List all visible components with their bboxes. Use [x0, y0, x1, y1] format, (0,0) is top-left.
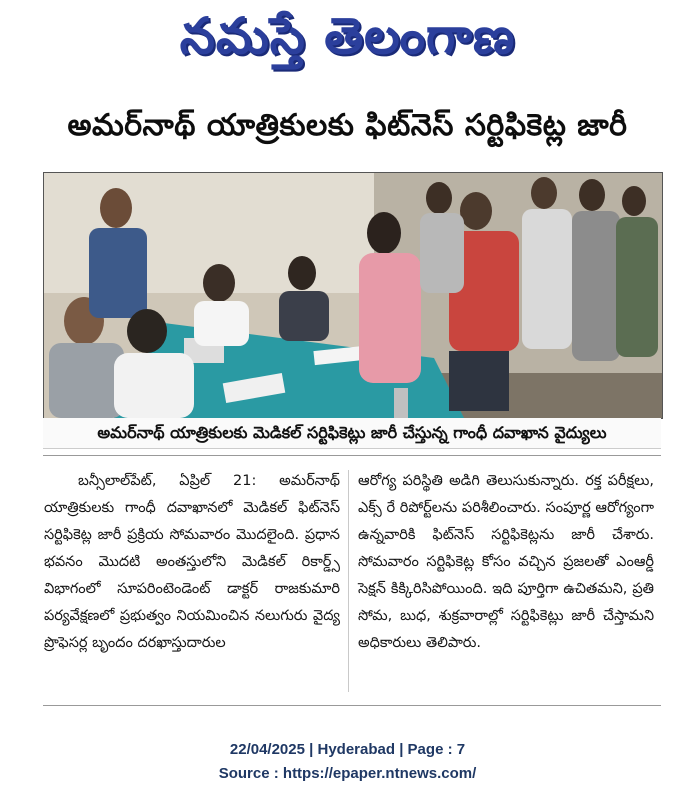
article-column-left: [44, 468, 340, 657]
newspaper-masthead: [0, 0, 695, 92]
footer-dateline: 22/04/2025 | Hyderabad | Page : 7: [229, 741, 466, 758]
section-divider: [43, 455, 661, 456]
article-body-right: ఆరోగ్య పరిస్థితి అడిగి తెలుసుకున్నారు. రక్త పరీక్షలు, ఎక్స్ రే రిపోర్ట్‌లను పరిశీలించారు. సంపూర్ణ ఆరోగ్యంగా ఉన్నవారికి ఫిట్‌నెస్ సర్టిఫికెట్లను జారీ చేశారు. సోమవారం సర్టిఫికెట్ల కోసం వచ్చిన ప్రజలతో ఎంఆర్డీ సెక్షన్ కిక్కిరిసిపోయింది. ఇది పూర్తిగా ఉచితమని, ప్రతి సోమ, బుధ, శుక్రవారాల్లో సర్టిఫికెట్లు జారీ చేస్తామని అధికారులు తెలిపారు.: [358, 473, 654, 651]
article-body-left: బన్సీలాల్‌పేట్, ఏప్రిల్ 21: అమర్‌నాథ్ యాత్రికులకు గాంధీ దవాఖానలో మెడికల్ ఫిట్‌నెస్ సర్టిఫికెట్ల జారీ ప్రక్రియ సోమవారం మొదలైంది. ప్రధాన భవనం మొదటి అంతస్తులోని మెడికల్ రికార్డ్స్ విభాగంలో సూపరింటెండెంట్ డాక్టర్ రాజకుమారి పర్యవేక్షణలో ప్రభుత్వం నియమించిన నలుగురు వైద్య ప్రొఫెసర్ల బృందం దరఖాస్తుదారుల: [44, 473, 340, 651]
clinic-scene-photo: [44, 173, 662, 418]
footer-source: Source : https://epaper.ntnews.com/: [218, 765, 477, 782]
column-divider: [348, 470, 349, 692]
article-column-right: [358, 468, 654, 657]
page-footer: [0, 738, 695, 786]
headline-text: అమర్‌నాథ్ యాత్రికులకు ఫిట్‌నెస్ సర్టిఫికెట్ల జారీ: [67, 108, 628, 143]
photo-caption-text: అమర్‌నాథ్ యాత్రికులకు మెడికల్ సర్టిఫికెట్లు జారీ చేస్తున్న గాంధీ దవాఖాన వైద్యులు: [97, 423, 607, 442]
article-photo: [43, 172, 663, 419]
masthead-title: నమస్తే తెలంగాణ: [179, 6, 516, 65]
article-headline: [0, 108, 695, 160]
photo-caption: [43, 418, 661, 449]
section-divider: [43, 705, 661, 706]
